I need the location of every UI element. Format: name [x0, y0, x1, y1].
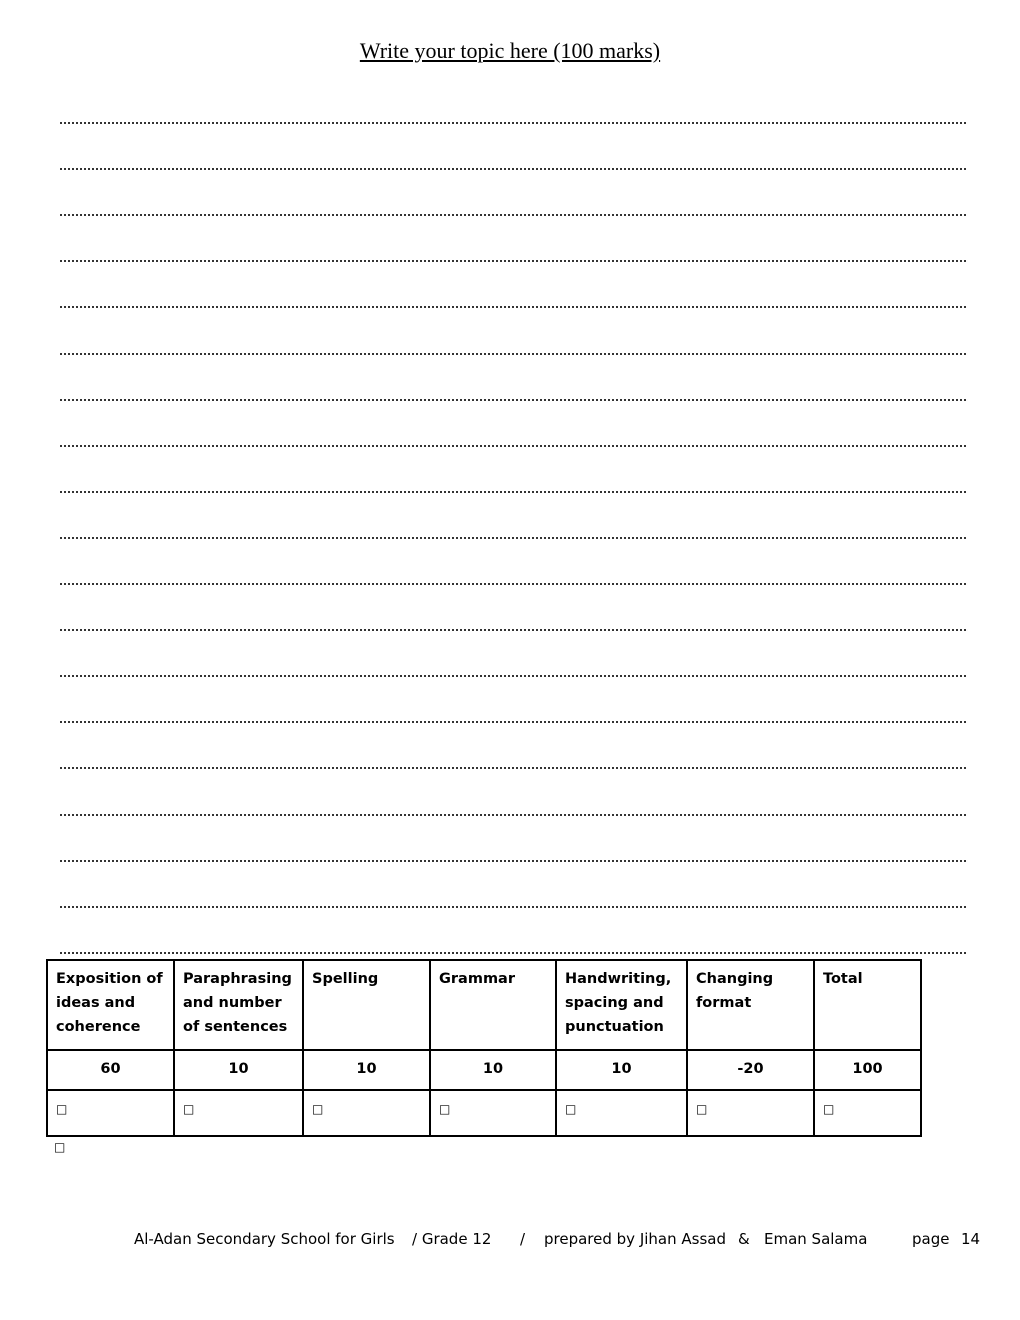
footer-prepared-by: prepared by Jihan Assad — [544, 1230, 726, 1248]
dotted-rule — [60, 121, 966, 124]
placeholder-box-icon: □ — [823, 1102, 835, 1116]
marks-handwriting: 10 — [556, 1050, 687, 1090]
placeholder-box-icon: □ — [54, 1140, 66, 1154]
header-grammar: Grammar — [430, 960, 556, 1050]
placeholder-box-icon: □ — [565, 1102, 577, 1116]
rubric-marks-row — [47, 1050, 921, 1090]
header-paraphrasing: Paraphrasing and number of sentences — [174, 960, 303, 1050]
placeholder-box-icon: □ — [696, 1102, 708, 1116]
dotted-rule — [60, 951, 966, 954]
marks-changing-format: -20 — [687, 1050, 814, 1090]
writing-line[interactable] — [60, 826, 966, 872]
score-cell[interactable] — [814, 1090, 921, 1136]
dotted-rule — [60, 905, 966, 908]
footer-separator: / — [520, 1230, 526, 1248]
header-exposition: Exposition of ideas and coherence — [47, 960, 174, 1050]
dotted-rule — [60, 305, 966, 308]
header-handwriting: Handwriting, spacing and punctuation — [556, 960, 687, 1050]
writing-line[interactable] — [60, 180, 966, 226]
marks-spelling: 10 — [303, 1050, 430, 1090]
dotted-rule — [60, 859, 966, 862]
dotted-rule — [60, 444, 966, 447]
writing-line[interactable] — [60, 641, 966, 687]
dotted-rule — [60, 398, 966, 401]
footer-coauthor: Eman Salama — [764, 1230, 868, 1248]
footer-grade: / Grade 12 — [412, 1230, 492, 1248]
dotted-rule — [60, 813, 966, 816]
writing-line[interactable] — [60, 549, 966, 595]
writing-line[interactable] — [60, 318, 966, 364]
marks-paraphrasing: 10 — [174, 1050, 303, 1090]
placeholder-box-icon: □ — [183, 1102, 195, 1116]
score-cell[interactable] — [556, 1090, 687, 1136]
dotted-rule — [60, 536, 966, 539]
writing-lines[interactable] — [60, 88, 966, 964]
page-footer — [0, 1230, 1020, 1254]
dotted-rule — [60, 352, 966, 355]
rubric-header-row — [47, 960, 921, 1050]
placeholder-box-icon: □ — [312, 1102, 324, 1116]
score-cell[interactable] — [430, 1090, 556, 1136]
header-spelling: Spelling — [303, 960, 430, 1050]
header-changing-format: Changing format — [687, 960, 814, 1050]
dotted-rule — [60, 167, 966, 170]
writing-line[interactable] — [60, 411, 966, 457]
header-total: Total — [814, 960, 921, 1050]
placeholder-box-icon: □ — [56, 1102, 68, 1116]
marks-grammar: 10 — [430, 1050, 556, 1090]
score-cell[interactable] — [174, 1090, 303, 1136]
footer-ampersand: & — [738, 1230, 750, 1248]
marks-total: 100 — [814, 1050, 921, 1090]
writing-line[interactable] — [60, 457, 966, 503]
marks-exposition: 60 — [47, 1050, 174, 1090]
writing-line[interactable] — [60, 272, 966, 318]
writing-line[interactable] — [60, 872, 966, 918]
dotted-rule — [60, 766, 966, 769]
dotted-rule — [60, 213, 966, 216]
writing-line[interactable] — [60, 134, 966, 180]
placeholder-box-icon: □ — [439, 1102, 451, 1116]
footer-school: Al-Adan Secondary School for Girls — [134, 1230, 395, 1248]
score-cell[interactable] — [47, 1090, 174, 1136]
footer-page-label: page — [912, 1230, 950, 1248]
writing-line[interactable] — [60, 779, 966, 825]
marking-rubric-table — [46, 959, 922, 1137]
score-cell[interactable] — [687, 1090, 814, 1136]
dotted-rule — [60, 674, 966, 677]
rubric-score-row[interactable] — [47, 1090, 921, 1136]
writing-line[interactable] — [60, 226, 966, 272]
writing-line[interactable] — [60, 918, 966, 964]
dotted-rule — [60, 582, 966, 585]
dotted-rule — [60, 720, 966, 723]
writing-line[interactable] — [60, 88, 966, 134]
writing-line[interactable] — [60, 687, 966, 733]
page-title: Write your topic here (100 marks) — [359, 38, 661, 63]
writing-line[interactable] — [60, 503, 966, 549]
score-cell[interactable] — [303, 1090, 430, 1136]
writing-line[interactable] — [60, 733, 966, 779]
writing-line[interactable] — [60, 365, 966, 411]
dotted-rule — [60, 628, 966, 631]
footer-page-number: 14 — [961, 1230, 981, 1248]
dotted-rule — [60, 490, 966, 493]
dotted-rule — [60, 259, 966, 262]
writing-line[interactable] — [60, 595, 966, 641]
